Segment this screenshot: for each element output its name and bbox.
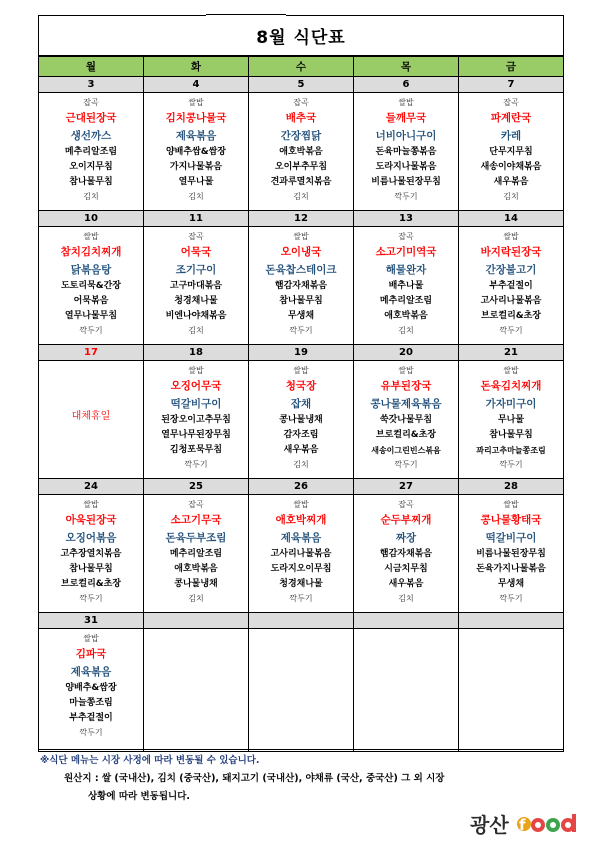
gwangsan-food-logo bbox=[470, 808, 582, 840]
main-dish: 닭볶음탕 bbox=[70, 264, 112, 276]
date-row bbox=[39, 77, 564, 93]
side-dish: 무나물 bbox=[497, 415, 525, 425]
kimchi-item: 깍두기 bbox=[394, 192, 418, 201]
menu-cell bbox=[354, 93, 459, 211]
date-row bbox=[39, 211, 564, 227]
notice-text: ※식단 메뉴는 시장 사정에 따라 변동될 수 있습니다. bbox=[40, 755, 260, 766]
date-cell: 19 bbox=[249, 345, 354, 361]
menu-row bbox=[39, 93, 564, 211]
date-cell: 11 bbox=[144, 211, 249, 227]
main-dish: 해물완자 bbox=[385, 264, 427, 276]
rice-type: 쌀밥 bbox=[503, 232, 519, 241]
menu-cell bbox=[39, 629, 144, 752]
side-dish: 돈육마늘쫑볶음 bbox=[375, 147, 437, 157]
soup-item: 콩나물황태국 bbox=[480, 514, 542, 526]
menu-cell bbox=[459, 495, 564, 613]
main-dish: 간장불고기 bbox=[485, 264, 537, 276]
side-dish: 오이지무침 bbox=[69, 162, 113, 172]
menu-cell bbox=[249, 361, 354, 479]
kimchi-item: 깍두기 bbox=[79, 594, 103, 603]
rice-type: 쌀밥 bbox=[83, 500, 99, 509]
side-dish: 배추나물 bbox=[388, 281, 424, 291]
soup-item: 파계란국 bbox=[490, 112, 532, 124]
menu-cell bbox=[39, 495, 144, 613]
date-cell: 28 bbox=[459, 479, 564, 495]
soup-item: 유부된장국 bbox=[380, 380, 432, 392]
kimchi-item: 깍두기 bbox=[499, 594, 523, 603]
side-dish: 열무나무된장무침 bbox=[161, 430, 231, 440]
date-cell bbox=[249, 613, 354, 629]
kimchi-item: 김치 bbox=[188, 326, 204, 335]
side-dish: 고구마대볶음 bbox=[169, 281, 223, 291]
soup-item: 소고기무국 bbox=[170, 514, 222, 526]
rice-type: 쌀밥 bbox=[503, 500, 519, 509]
rice-type: 쌀밥 bbox=[188, 366, 204, 375]
soup-item: 들깨무국 bbox=[385, 112, 427, 124]
side-dish: 견과루멸치볶음 bbox=[270, 177, 332, 187]
date-cell bbox=[459, 613, 564, 629]
date-cell: 14 bbox=[459, 211, 564, 227]
rice-type: 쌀밥 bbox=[503, 366, 519, 375]
side-dish: 브로컬리&초장 bbox=[480, 311, 541, 321]
date-row bbox=[39, 613, 564, 629]
weekday-wed: 수 bbox=[249, 57, 354, 77]
side-dish: 열무나물 bbox=[178, 177, 214, 187]
kimchi-item: 깍두기 bbox=[499, 326, 523, 335]
date-cell: 25 bbox=[144, 479, 249, 495]
title-tab-decoration bbox=[206, 14, 286, 18]
date-row bbox=[39, 345, 564, 361]
menu-cell bbox=[144, 361, 249, 479]
kimchi-item: 김치 bbox=[293, 192, 309, 201]
weekday-header-row bbox=[39, 57, 564, 77]
menu-cell bbox=[249, 227, 354, 345]
menu-row bbox=[39, 629, 564, 752]
side-dish: 가지나물볶음 bbox=[169, 162, 223, 172]
menu-cell bbox=[354, 495, 459, 613]
main-dish: 잡채 bbox=[290, 398, 312, 410]
weekday-tue: 화 bbox=[144, 57, 249, 77]
menu-row bbox=[39, 227, 564, 345]
main-dish: 생선까스 bbox=[70, 130, 112, 142]
side-dish: 열무나물무침 bbox=[64, 311, 118, 321]
date-cell: 26 bbox=[249, 479, 354, 495]
menu-cell bbox=[39, 227, 144, 345]
date-cell: 20 bbox=[354, 345, 459, 361]
soup-item: 근대된장국 bbox=[65, 112, 117, 124]
weekday-thu: 목 bbox=[354, 57, 459, 77]
kimchi-item: 깍두기 bbox=[79, 728, 103, 737]
side-dish: 부추겉절이 bbox=[489, 281, 533, 291]
date-cell: 3 bbox=[39, 77, 144, 93]
kimchi-item: 김치 bbox=[83, 192, 99, 201]
menu-cell bbox=[144, 495, 249, 613]
kimchi-item: 깍두기 bbox=[394, 460, 418, 469]
menu-cell bbox=[144, 629, 249, 752]
rice-type: 쌀밥 bbox=[398, 98, 414, 107]
menu-cell bbox=[249, 93, 354, 211]
kimchi-item: 깍두기 bbox=[184, 460, 208, 469]
soup-item: 아욱된장국 bbox=[65, 514, 117, 526]
side-dish: 된장오이고추무침 bbox=[161, 415, 231, 425]
menu-row bbox=[39, 495, 564, 613]
rice-type: 쌀밥 bbox=[293, 232, 309, 241]
rice-type: 잡곡 bbox=[188, 500, 204, 509]
side-dish: 양배추&쌈장 bbox=[65, 683, 117, 693]
side-dish: 청경채나물 bbox=[174, 296, 218, 306]
main-dish: 떡갈비구이 bbox=[170, 398, 222, 410]
title-bar bbox=[38, 15, 564, 56]
side-dish: 돈육가지나물볶음 bbox=[476, 564, 546, 574]
main-dish: 조기구이 bbox=[175, 264, 217, 276]
soup-item: 애호박찌개 bbox=[275, 514, 327, 526]
side-dish: 비름나물된장무침 bbox=[371, 177, 441, 187]
date-cell: 13 bbox=[354, 211, 459, 227]
side-dish: 시금치무침 bbox=[384, 564, 428, 574]
menu-cell bbox=[249, 629, 354, 752]
rice-type: 잡곡 bbox=[83, 98, 99, 107]
side-dish: 브로컬리&초장 bbox=[375, 430, 436, 440]
menu-cell bbox=[354, 227, 459, 345]
origin-info bbox=[64, 770, 444, 806]
date-cell: 12 bbox=[249, 211, 354, 227]
side-dish: 쑥갓나물무침 bbox=[379, 415, 433, 425]
side-dish: 비름나물된장무침 bbox=[476, 549, 546, 559]
side-dish: 콩나물냉채 bbox=[174, 579, 218, 589]
date-cell: 21 bbox=[459, 345, 564, 361]
side-dish: 메추리알조림 bbox=[169, 549, 223, 559]
side-dish: 꽈리고추마늘쫑조림 bbox=[476, 446, 546, 455]
weekday-fri: 금 bbox=[459, 57, 564, 77]
page-title: 8월 식단표 bbox=[256, 28, 346, 48]
menu-cell bbox=[144, 93, 249, 211]
main-dish: 떡갈비구이 bbox=[485, 532, 537, 544]
date-row bbox=[39, 479, 564, 495]
date-cell: 10 bbox=[39, 211, 144, 227]
rice-type: 쌀밥 bbox=[398, 366, 414, 375]
soup-item: 배추국 bbox=[285, 112, 317, 124]
soup-item: 오징어무국 bbox=[170, 380, 222, 392]
holiday-label: 대체휴일 bbox=[71, 411, 111, 422]
kimchi-item: 김치 bbox=[398, 326, 414, 335]
origin-line-1: 원산지 : 쌀 (국내산), 김치 (중국산), 돼지고기 (국내산), 야채류 (국산, 중국산) 그 외 시장 bbox=[64, 773, 445, 784]
main-dish: 제육볶음 bbox=[70, 666, 112, 678]
kimchi-item: 깍두기 bbox=[499, 460, 523, 469]
side-dish: 김청포묵무침 bbox=[169, 445, 223, 455]
side-dish: 무생채 bbox=[287, 311, 315, 321]
rice-type: 쌀밥 bbox=[293, 366, 309, 375]
svg-text:f: f bbox=[519, 816, 526, 834]
menu-cell bbox=[249, 495, 354, 613]
side-dish: 비엔나야채볶음 bbox=[165, 311, 227, 321]
weekday-mon: 월 bbox=[39, 57, 144, 77]
menu-cell bbox=[459, 629, 564, 752]
menu-cell bbox=[39, 93, 144, 211]
side-dish: 애호박볶음 bbox=[174, 564, 218, 574]
menu-body bbox=[39, 77, 564, 752]
side-dish: 어묵볶음 bbox=[73, 296, 109, 306]
menu-cell bbox=[354, 361, 459, 479]
main-dish: 돈육두부조림 bbox=[165, 532, 227, 544]
side-dish: 새송이야채볶음 bbox=[480, 162, 542, 172]
side-dish: 청경채나물 bbox=[279, 579, 323, 589]
side-dish: 마늘쫑조림 bbox=[69, 698, 113, 708]
main-dish: 간장찜닭 bbox=[280, 130, 322, 142]
kimchi-item: 김치 bbox=[293, 460, 309, 469]
menu-cell bbox=[39, 361, 144, 479]
side-dish: 콩나물냉채 bbox=[279, 415, 323, 425]
menu-table bbox=[38, 56, 564, 752]
soup-item: 소고기미역국 bbox=[375, 246, 437, 258]
rice-type: 잡곡 bbox=[293, 98, 309, 107]
rice-type: 잡곡 bbox=[398, 500, 414, 509]
rice-type: 잡곡 bbox=[503, 98, 519, 107]
side-dish: 참나물무침 bbox=[69, 177, 113, 187]
kimchi-item: 김치 bbox=[188, 594, 204, 603]
side-dish: 오이부추무침 bbox=[274, 162, 328, 172]
main-dish: 제육볶음 bbox=[280, 532, 322, 544]
side-dish: 참나물무침 bbox=[69, 564, 113, 574]
soup-item: 참치김치찌개 bbox=[60, 246, 122, 258]
main-dish: 돈육찹스테이크 bbox=[265, 264, 337, 276]
main-dish: 짜장 bbox=[395, 532, 417, 544]
date-cell bbox=[354, 613, 459, 629]
menu-cell bbox=[354, 629, 459, 752]
side-dish: 메추리알조림 bbox=[379, 296, 433, 306]
side-dish: 참나물무침 bbox=[279, 296, 323, 306]
kimchi-item: 깍두기 bbox=[79, 326, 103, 335]
date-cell: 31 bbox=[39, 613, 144, 629]
side-dish: 단무지무침 bbox=[489, 147, 533, 157]
kimchi-item: 깍두기 bbox=[289, 326, 313, 335]
rice-type: 쌀밥 bbox=[188, 98, 204, 107]
rice-type: 쌀밥 bbox=[293, 500, 309, 509]
side-dish: 고사리나물볶음 bbox=[270, 549, 332, 559]
date-cell: 17 bbox=[39, 345, 144, 361]
rice-type: 잡곡 bbox=[398, 232, 414, 241]
side-dish: 새우볶음 bbox=[283, 445, 319, 455]
side-dish: 애호박볶음 bbox=[279, 147, 323, 157]
rice-type: 잡곡 bbox=[188, 232, 204, 241]
soup-item: 바지락된장국 bbox=[480, 246, 542, 258]
side-dish: 감자조림 bbox=[283, 430, 319, 440]
date-cell bbox=[144, 613, 249, 629]
side-dish: 메추리알조림 bbox=[64, 147, 118, 157]
side-dish: 브로컬리&초장 bbox=[60, 579, 121, 589]
main-dish: 제육볶음 bbox=[175, 130, 217, 142]
date-cell: 5 bbox=[249, 77, 354, 93]
date-cell: 18 bbox=[144, 345, 249, 361]
menu-cell bbox=[459, 361, 564, 479]
origin-line-2: 상황에 따라 변동됩니다. bbox=[88, 791, 190, 802]
side-dish: 부추겉절이 bbox=[69, 713, 113, 723]
side-dish: 새송이그린빈스볶음 bbox=[371, 446, 441, 455]
soup-item: 돈육김치찌개 bbox=[480, 380, 542, 392]
date-cell: 4 bbox=[144, 77, 249, 93]
kimchi-item: 김치 bbox=[188, 192, 204, 201]
date-cell: 24 bbox=[39, 479, 144, 495]
side-dish: 도라지오이무침 bbox=[270, 564, 332, 574]
rice-type: 쌀밥 bbox=[83, 232, 99, 241]
side-dish: 새우볶음 bbox=[388, 579, 424, 589]
kimchi-item: 김치 bbox=[503, 192, 519, 201]
side-dish: 도토리묵&간장 bbox=[60, 281, 121, 291]
menu-cell bbox=[144, 227, 249, 345]
side-dish: 햄감자채볶음 bbox=[379, 549, 433, 559]
date-cell: 27 bbox=[354, 479, 459, 495]
main-dish: 너비아니구이 bbox=[375, 130, 437, 142]
date-cell: 6 bbox=[354, 77, 459, 93]
side-dish: 애호박볶음 bbox=[384, 311, 428, 321]
side-dish: 양배추쌈&쌈장 bbox=[165, 147, 226, 157]
side-dish: 고사리나물볶음 bbox=[480, 296, 542, 306]
main-dish: 카레 bbox=[500, 130, 522, 142]
side-dish: 도라지나물볶음 bbox=[375, 162, 437, 172]
menu-cell bbox=[459, 93, 564, 211]
kimchi-item: 깍두기 bbox=[289, 594, 313, 603]
kimchi-item: 김치 bbox=[398, 594, 414, 603]
side-dish: 참나물무침 bbox=[489, 430, 533, 440]
date-cell: 7 bbox=[459, 77, 564, 93]
menu-row bbox=[39, 361, 564, 479]
soup-item: 어묵국 bbox=[180, 246, 212, 258]
side-dish: 무생채 bbox=[497, 579, 525, 589]
svg-text:광산: 광산 bbox=[470, 813, 509, 837]
soup-item: 김치콩나물국 bbox=[165, 112, 227, 124]
soup-item: 오이냉국 bbox=[280, 246, 322, 258]
main-dish: 가자미구이 bbox=[485, 398, 537, 410]
side-dish: 새우볶음 bbox=[493, 177, 529, 187]
soup-item: 청국장 bbox=[285, 380, 317, 392]
menu-cell bbox=[459, 227, 564, 345]
rice-type: 쌀밥 bbox=[83, 634, 99, 643]
main-dish: 오징어볶음 bbox=[65, 532, 117, 544]
main-dish: 콩나물제육볶음 bbox=[370, 398, 442, 410]
side-dish: 햄감자채볶음 bbox=[274, 281, 328, 291]
side-dish: 고추장열치볶음 bbox=[60, 549, 122, 559]
soup-item: 순두부찌개 bbox=[380, 514, 432, 526]
soup-item: 김파국 bbox=[75, 648, 107, 660]
